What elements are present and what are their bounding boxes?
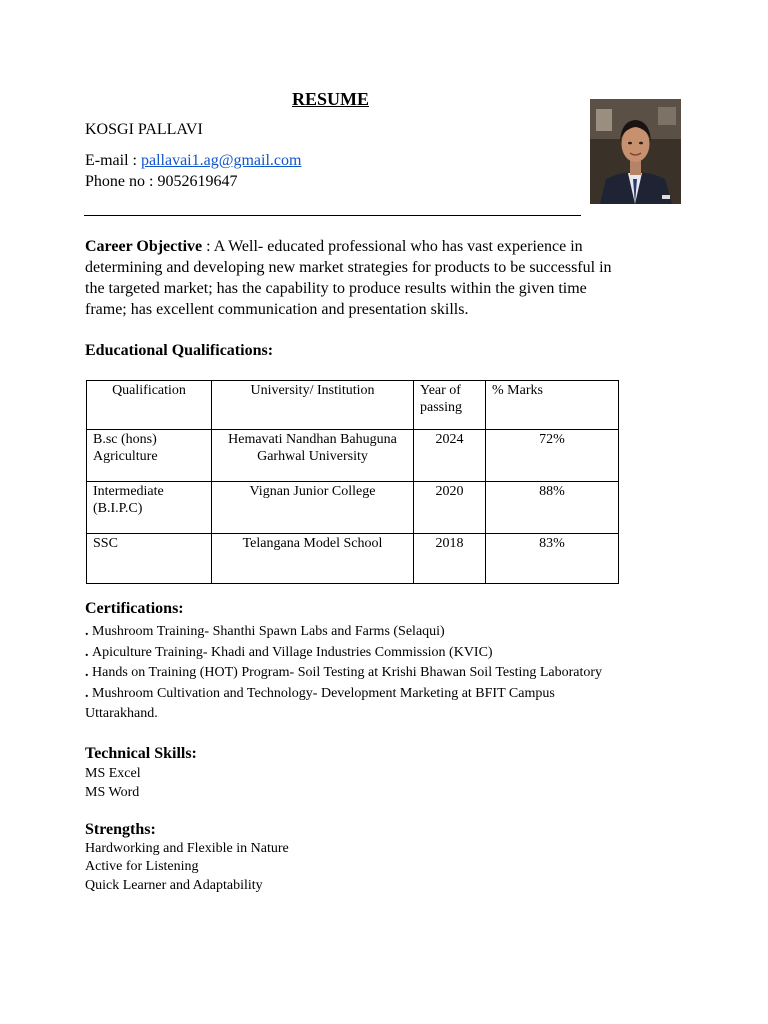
marks-cell: 83% (486, 534, 619, 584)
table-header-row (87, 381, 619, 430)
column-header: Year of passing (414, 381, 486, 430)
column-header: University/ Institution (212, 381, 414, 430)
list-item: . Mushroom Training- Shanthi Spawn Labs and Farms (Selaqui) (85, 624, 445, 639)
list-item: Hardworking and Flexible in Nature (85, 841, 289, 856)
certifications-list (85, 622, 625, 725)
qualification-cell: Intermediate (B.I.P.C) (87, 482, 212, 534)
phone-line (85, 173, 237, 191)
list-item: Quick Learner and Adaptability (85, 877, 263, 893)
objective-text: : A Well- educated professional who has vast experience in determining and developing new market strategies for products to be successful in the targeted market; has the capability to produce results within the given time frame; has excellent communication and presentation skills. (85, 238, 612, 318)
technical-skills-heading: Technical Skills: (85, 745, 197, 762)
year-cell: 2018 (414, 534, 486, 584)
technical-skills-list (85, 765, 141, 802)
list-item: MS Word (85, 784, 140, 800)
candidate-name: KOSGI PALLAVI (85, 121, 203, 138)
qualification-cell: SSC (87, 534, 212, 584)
qualification-cell: B.sc (hons) Agriculture (87, 430, 212, 482)
year-cell: 2024 (414, 430, 486, 482)
phone-label: Phone no : (85, 173, 158, 190)
resume-title: RESUME (292, 89, 370, 109)
bullet-icon: . (85, 665, 92, 680)
bullet-icon: . (85, 685, 92, 701)
email-line (85, 152, 301, 170)
certifications-heading: Certifications: (85, 600, 184, 617)
column-header: % Marks (486, 381, 619, 430)
list-item: . Apiculture Training- Khadi and Village Industries Commission (KVIC) (85, 644, 493, 660)
career-objective (85, 236, 630, 320)
list-item: Active for Listening (85, 859, 199, 875)
marks-cell: 72% (486, 430, 619, 482)
strengths-list (85, 840, 289, 895)
email-link[interactable]: pallavai1.ag@gmail.com (140, 152, 302, 169)
phone-number: 9052619647 (157, 173, 238, 190)
email-label: E-mail : (85, 152, 141, 169)
education-heading: Educational Qualifications: (85, 342, 274, 359)
objective-label: Career Objective (85, 238, 203, 255)
table-row (87, 430, 619, 482)
table-row (87, 482, 619, 534)
list-item: MS Excel (85, 766, 141, 781)
list-item: . Mushroom Cultivation and Technology- Development Marketing at BFIT Campus Uttarakhand. (85, 685, 555, 721)
education-table (86, 380, 619, 584)
column-header: Qualification (87, 381, 212, 430)
header-divider (84, 215, 581, 216)
institution-cell: Hemavati Nandhan Bahuguna Garhwal University (212, 430, 414, 482)
bullet-icon: . (85, 624, 92, 639)
marks-cell: 88% (486, 482, 619, 534)
strengths-heading: Strengths: (85, 821, 156, 838)
list-item: . Hands on Training (HOT) Program- Soil Testing at Krishi Bhawan Soil Testing Laboratory (85, 665, 603, 680)
year-cell: 2020 (414, 482, 486, 534)
table-row (87, 534, 619, 584)
institution-cell: Telangana Model School (212, 534, 414, 584)
profile-photo (590, 99, 681, 204)
institution-cell: Vignan Junior College (212, 482, 414, 534)
bullet-icon: . (85, 644, 92, 660)
